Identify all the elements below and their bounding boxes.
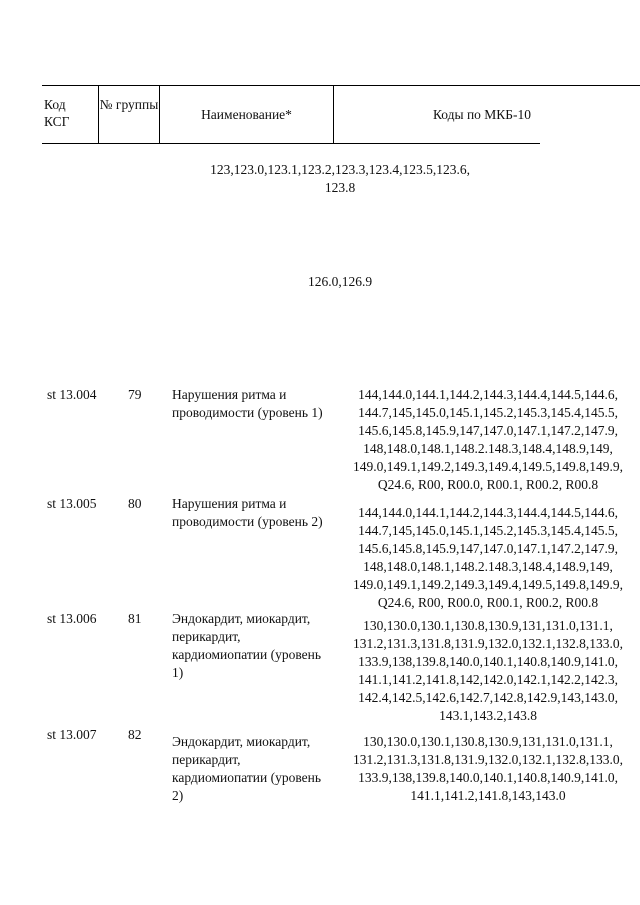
row-code: st 13.005	[47, 496, 97, 511]
row-name: Нарушения ритма и проводимости (уровень 1)	[172, 387, 323, 420]
header-mkb-codes: Коды по МКБ-10	[432, 107, 532, 122]
continuation-line-3: 126.0,126.9	[307, 274, 373, 289]
row-name: Нарушения ритма и проводимости (уровень 2)	[172, 496, 323, 529]
row-name: Эндокардит, миокардит, перикардит, кардиомиопатии (уровень 1)	[172, 611, 322, 680]
row-group: 81	[128, 611, 142, 626]
continuation-line-2: 123.8	[324, 180, 356, 195]
row-mkb-codes: 130,130.0,130.1,130.8,130.9,131,131.0,131.1, 131.2,131.3,131.8,131.9,132.0,132.1,132.8,133.0, 133.9,138,139.8,140.0,140.1,140.8,140.9,141.0, 141.1,141.2,141.8,143,143.0	[353, 734, 623, 803]
header-name: Наименование*	[201, 107, 292, 122]
row-code: st 13.007	[47, 727, 97, 742]
row-mkb-codes: 130,130.0,130.1,130.8,130.9,131,131.0,131.1, 131.2,131.3,131.8,131.9,132.0,132.1,132.8,133.0, 133.9,138,139.8,140.0,140.1,140.8,140.9,141.0, 141.1,141.2,141.8,142,142.0,142.1,142.2,142.3, 142.4,142.5,142.6,142.7,142.8,142.9,143,143.0, 143.1,143.2,143.8	[353, 618, 623, 723]
header-code-ksg: Код КСГ	[44, 97, 70, 129]
header-group-no: № группы	[99, 97, 159, 112]
row-mkb-codes: 144,144.0,144.1,144.2,144.3,144.4,144.5,144.6, 144.7,145,145.0,145.1,145.2,145.3,145.4,145.5, 145.6,145.8,145.9,147,147.0,147.1,147.2,147.9, 148,148.0,148.1,148.2.148.3,148.4,148.9,149, 149.0,149.1,149.2,149.3,149.4,149.5,149.8,149.9, Q24.6, R00, R00.0, R00.1, R00.2, R00.8	[353, 505, 623, 610]
header-top-rule	[42, 85, 640, 86]
row-group: 80	[128, 496, 142, 511]
row-name: Эндокардит, миокардит, перикардит, кардиомиопатии (уровень 2)	[172, 734, 322, 803]
header-divider-1	[98, 86, 99, 143]
row-group: 79	[128, 387, 142, 402]
row-code: st 13.006	[47, 611, 97, 626]
row-code: st 13.004	[47, 387, 97, 402]
row-group: 82	[128, 727, 142, 742]
row-mkb-codes: 144,144.0,144.1,144.2,144.3,144.4,144.5,144.6, 144.7,145,145.0,145.1,145.2,145.3,145.4,145.5, 145.6,145.8,145.9,147,147.0,147.1,147.2,147.9, 148,148.0,148.1,148.2.148.3,148.4,148.9,149, 149.0,149.1,149.2,149.3,149.4,149.5,149.8,149.9, Q24.6, R00, R00.0, R00.1, R00.2, R00.8	[353, 387, 623, 492]
continuation-line-1: 123,123.0,123.1,123.2,123.3,123.4,123.5,123.6,	[210, 162, 470, 177]
header-bottom-rule	[42, 143, 540, 144]
